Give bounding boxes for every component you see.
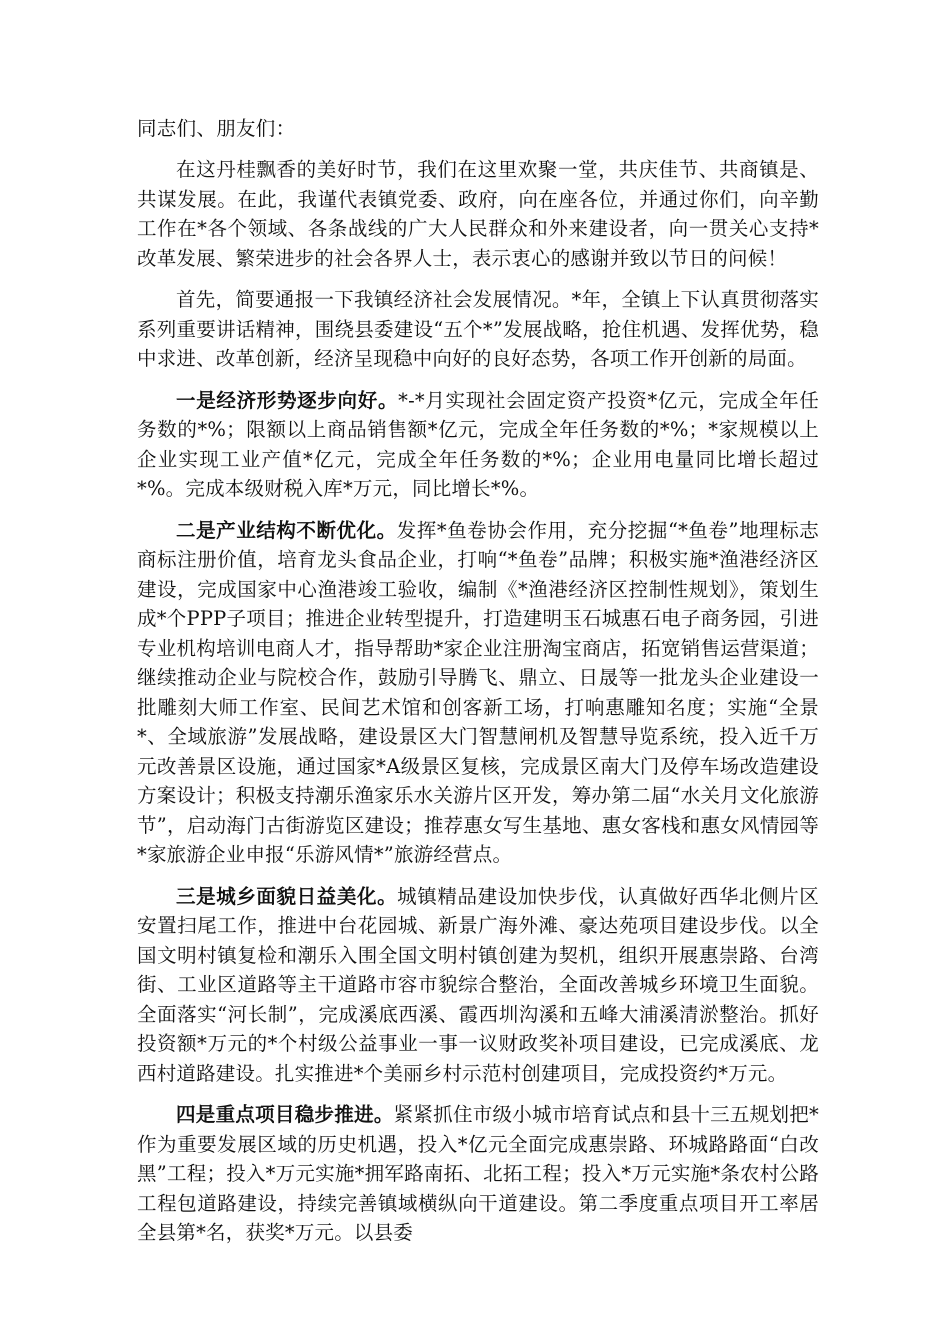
salutation: 同志们、朋友们： bbox=[137, 117, 296, 140]
paragraph-text: 发挥*鱼卷协会作用，充分挖掘“*鱼卷”地理标志商标注册价值，培育龙头食品企业，打响“*鱼卷”品牌；积极实施*渔港经济区建设，完成国家中心渔港竣工验收，编制《*渔港经济区控制性规划》，策划生成*个PPP子项目；推进企业转型提升，打造建明玉石城惠石电子商务园，引进专业机构培训电商人才，指导帮助*家企业注册淘宝商店，拓宽销售运营渠道；继续推动企业与院校合作，鼓励引导腾飞、鼎立、日晟等一批龙头企业建设一批雕刻大师工作室、民间艺术馆和创客新工场，打响惠雕知名度；实施“全景*、全域旅游”发展战略，建设景区大门智慧闸机及智慧导览系统，投入近千万元改善景区设施，通过国家*A级景区复核，完成景区南大门及停车场改造建设方案设计；积极支持潮乐渔家乐水关游片区开发，筹办第二届“水关月文化旅游节”，启动海门古街游览区建设；推荐惠女写生基地、惠女客栈和惠女风情园等*家旅游企业申报“乐游风情*”旅游经营点。 bbox=[137, 518, 819, 866]
paragraph-projects bbox=[137, 1100, 819, 1248]
paragraph-heading: 三是城乡面貌日益美化。 bbox=[176, 884, 398, 908]
paragraph-text: 紧紧抓住市级小城市培育试点和县十三五规划把*作为重要发展区域的历史机遇，投入*亿元全面完成惠崇路、环城路路面“白改黑”工程；投入*万元实施*拥军路南拓、北拓工程；投入*万元实施*条农村公路工程包道路建设，持续完善镇域横纵向干道建设。第二季度重点项目开工率居全县第*名，获奖*万元。以县委 bbox=[137, 1103, 819, 1244]
paragraph-economy bbox=[137, 386, 819, 504]
paragraph-heading: 四是重点项目稳步推进。 bbox=[176, 1103, 394, 1126]
paragraph-greeting bbox=[137, 155, 819, 273]
document-body bbox=[137, 114, 819, 1260]
paragraph-heading: 一是经济形势逐步向好。 bbox=[176, 388, 399, 412]
paragraph-text: 城镇精品建设加快步伐，认真做好西华北侧片区安置扫尾工作，推进中台花园城、新景广海外滩、豪达苑项目建设步伐。以全国文明村镇复检和潮乐入围全国文明村镇创建为契机，组织开展惠崇路、台湾街、工业区道路等主干道路市容市貌综合整治，全面改善城乡环境卫生面貌。全面落实“河长制”，完成溪底西溪、霞西圳沟溪和五峰大浦溪清淤整治。抓好投资额*万元的*个村级公益事业一事一议财政奖补项目建设，已完成溪底、龙西村道路建设。扎实推进*个美丽乡村示范村创建项目，完成投资约*万元。 bbox=[137, 884, 819, 1085]
paragraph-text: 首先，简要通报一下我镇经济社会发展情况。*年，全镇上下认真贯彻落实系列重要讲话精神，围绕县委建设“五个*”发展战略，抢住机遇、发挥优势，稳中求进、改革创新，经济呈现稳中向好的良好态势，各项工作开创新的局面。 bbox=[137, 288, 819, 370]
paragraph-industry bbox=[137, 516, 819, 870]
paragraph-text: 在这丹桂飘香的美好时节，我们在这里欢聚一堂，共庆佳节、共商镇是、共谋发展。在此，我谨代表镇党委、政府，向在座各位，并通过你们，向辛勤工作在*各个领域、各条战线的广大人民群众和外来建设者，向一贯关心支持*改革发展、繁荣进步的社会各界人士，表示衷心的感谢并致以节日的问候！ bbox=[137, 158, 819, 270]
paragraph-urban bbox=[137, 882, 819, 1089]
paragraph-text: *-*月实现社会固定资产投资*亿元，完成全年任务数的*%；限额以上商品销售额*亿元，完成全年任务数的*%；*家规模以上企业实现工业产值*亿元，完成全年任务数的*%；企业用电量同比增长超过*%。完成本级财税入库*万元，同比增长*%。 bbox=[137, 388, 819, 500]
paragraph-overview bbox=[137, 285, 819, 374]
paragraph-heading: 二是产业结构不断优化。 bbox=[176, 518, 397, 542]
